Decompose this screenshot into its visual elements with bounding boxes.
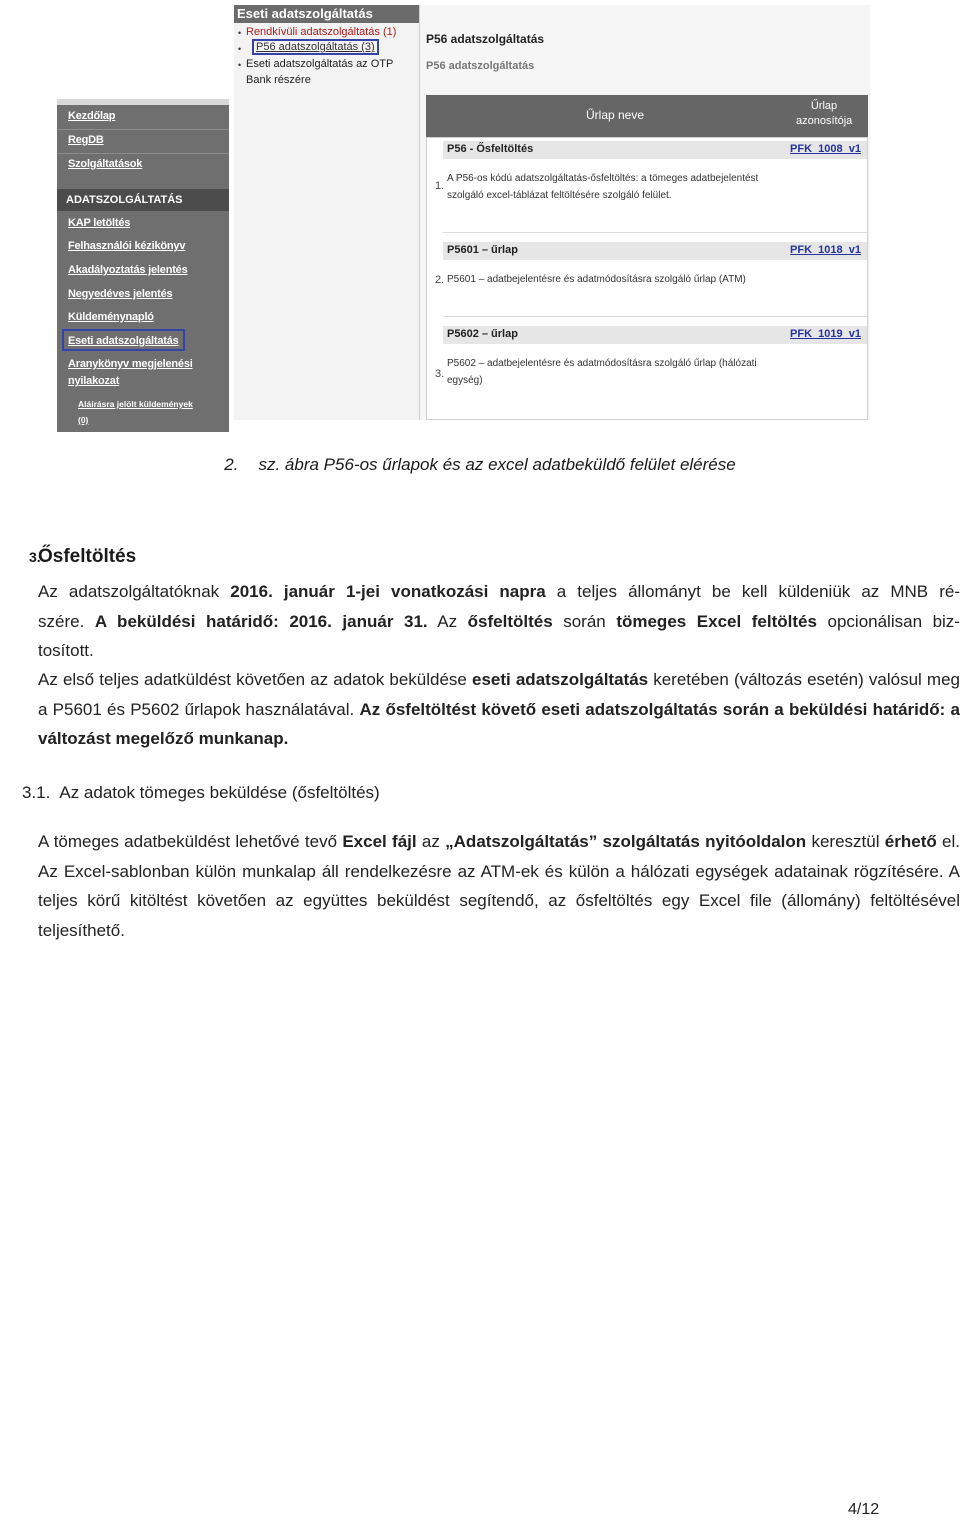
paragraph-line [38, 607, 960, 637]
column-header-id-line1: Űrlap [810, 100, 838, 112]
description-line: szolgáló excel-táblázat feltöltésére szolgáló felület. [447, 190, 672, 201]
nav-link-alairas-count[interactable]: (0) [78, 415, 89, 425]
subsection-heading [22, 783, 380, 803]
figure-caption [0, 455, 960, 475]
sidebar-nav [57, 99, 229, 432]
form-description [447, 355, 847, 389]
menu-item-p56[interactable]: P56 adatszolgáltatás (3) [252, 39, 379, 55]
row-number: 1. [435, 180, 445, 192]
forms-table [426, 137, 868, 420]
column-header-name: Űrlap neve [586, 108, 645, 122]
form-id-link[interactable]: PFK_1018_v1 [790, 244, 861, 256]
submenu-title: Eseti adatszolgáltatás [237, 6, 373, 21]
nav-link-akadalyoztatas[interactable]: Akadályoztatás jelentés [68, 264, 188, 276]
nav-link-aranykonyv[interactable]: Aranykönyv megjelenési [68, 358, 193, 370]
section-title: ADATSZOLGÁLTATÁS [66, 194, 183, 206]
content-subtitle: P56 adatszolgáltatás [426, 60, 535, 72]
divider [57, 153, 229, 154]
content-title: P56 adatszolgáltatás [426, 32, 545, 46]
form-description [447, 271, 847, 288]
divider [57, 129, 229, 130]
form-name: P56 - Ősfeltöltés [447, 143, 534, 155]
divider [443, 232, 867, 233]
submenu-header [234, 5, 419, 23]
section-title: Ősfeltöltés [38, 546, 137, 567]
text-run: során [552, 611, 617, 631]
text-run-bold: tömeges Excel feltöltés [616, 611, 817, 631]
divider [443, 316, 867, 317]
table-row[interactable] [443, 242, 867, 260]
nav-link-kap-letoltes[interactable]: KAP letöltés [68, 217, 131, 229]
paragraph-line [38, 577, 960, 607]
bullet-icon: • [238, 60, 242, 70]
bullet-icon: • [238, 28, 242, 38]
nav-link-kuldemenynaplo[interactable]: Küldeménynapló [68, 311, 154, 323]
paragraph-2 [38, 665, 960, 754]
paragraph-1 [38, 577, 960, 666]
text-run: keretében (változás esetén) valósul meg a P5601 és P5602 űrlapok használatával. [38, 670, 960, 719]
text-run: szére. [38, 611, 95, 631]
description-line: P5601 – adatbejelentésre és adatmódosításra szolgáló űrlap (ATM) [447, 274, 746, 285]
nav-link-regdb[interactable]: RegDB [68, 134, 104, 146]
text-run-bold: Excel fájl [342, 832, 417, 851]
table-row[interactable] [443, 141, 867, 159]
text-run: el. Az Excel-sablonban külön munkalap áll rendelkezésre az ATM-ek és külön a hálózati egységek adatainak rögzítésére. A teljes körű kitöltést követően az együttes beküldést segítendő, az ősfeltöltés egy Excel file (állomány) feltöltésével teljesíthető. [38, 832, 960, 940]
caption-text: sz. ábra P56-os űrlapok és az excel adatbeküldő felület elérése [258, 455, 736, 474]
bullet-icon: • [238, 44, 242, 54]
menu-item-rendkivuli[interactable]: Rendkívüli adatszolgáltatás (1) [246, 26, 397, 38]
nav-link-kezikonyv[interactable]: Felhasználói kézikönyv [68, 240, 186, 252]
text-run: az [416, 832, 446, 851]
form-id-link[interactable]: PFK_1019_v1 [790, 328, 861, 340]
page-number: 4/12 [848, 1501, 880, 1518]
form-description [447, 170, 847, 204]
text-run: A tömeges adatbeküldést lehetővé tevő [38, 832, 343, 851]
text-run: tosított. [38, 641, 94, 660]
text-run-bold: ősfeltöltés [467, 611, 553, 631]
table-row[interactable] [443, 326, 867, 344]
form-name: P5601 – űrlap [447, 244, 518, 256]
paragraph-line [38, 636, 960, 666]
sidebar-strip [57, 99, 229, 105]
section-number: 3. [29, 549, 41, 565]
text-run-bold: „Adatszolgáltatás” szolgáltatás nyitóoldalon [445, 832, 807, 851]
menu-item-eseti-otp-2[interactable]: Bank részére [246, 74, 311, 86]
submenu-panel [234, 5, 420, 420]
row-number: 2. [435, 274, 445, 286]
menu-item-eseti-otp[interactable]: Eseti adatszolgáltatás az OTP [246, 58, 394, 70]
form-name: P5602 – űrlap [447, 328, 518, 340]
row-number: 3. [435, 368, 445, 380]
description-line: egység) [447, 375, 483, 386]
figure-screenshot [0, 0, 960, 440]
text-run-bold: érhető [884, 832, 937, 851]
text-run-bold: eseti adatszolgáltatás [472, 670, 649, 689]
text-run: keresztül [806, 832, 885, 851]
text-run-bold: 2016. január 1-jei vonatkozási napra [230, 582, 546, 601]
description-line: P5602 – adatbejelentésre és adatmódosításra szolgáló űrlap (hálózati [447, 358, 757, 369]
nav-link-alairas[interactable]: Aláírásra jelölt küldemények [78, 399, 193, 409]
paragraph-3 [38, 827, 960, 945]
text-run-bold: A beküldési határidő: 2016. január 31. [94, 611, 428, 631]
table-header [426, 95, 868, 137]
nav-link-eseti[interactable]: Eseti adatszolgáltatás [68, 335, 179, 347]
text-run-bold: Az ősfeltöltést követő eseti adatszolgáltatás során a beküldési határidő: a változást megelőző munkanap. [38, 699, 960, 748]
nav-link-szolgaltatasok[interactable]: Szolgáltatások [68, 158, 143, 170]
nav-link-aranykonyv-2[interactable]: nyilakozat [68, 375, 120, 387]
text-run: Az [427, 611, 468, 631]
form-id-link[interactable]: PFK_1008_v1 [790, 143, 861, 155]
sidebar-section-header [57, 189, 229, 211]
description-line: A P56-os kódú adatszolgáltatás-ősfeltöltés: a tömeges adatbejelentést [447, 173, 759, 184]
text-run: opcionálisan biz- [816, 611, 960, 631]
content-panel [420, 5, 870, 420]
text-run: Az első teljes adatküldést követően az adatok beküldése [38, 670, 472, 689]
subsection-number: 3.1. [22, 783, 51, 802]
nav-link-negyedeves[interactable]: Negyedéves jelentés [68, 288, 173, 300]
column-header-id-line2: azonosítója [796, 115, 853, 127]
subsection-title: Az adatok tömeges beküldése (ősfeltöltés) [59, 783, 380, 802]
caption-number: 2. [224, 455, 239, 474]
text-run: Az adatszolgáltatóknak [38, 582, 231, 601]
column-header-id [796, 99, 852, 129]
nav-link-kezdolap[interactable]: Kezdőlap [68, 110, 116, 122]
text-run: a teljes állományt be kell küldeniük az MNB ré- [545, 582, 960, 601]
